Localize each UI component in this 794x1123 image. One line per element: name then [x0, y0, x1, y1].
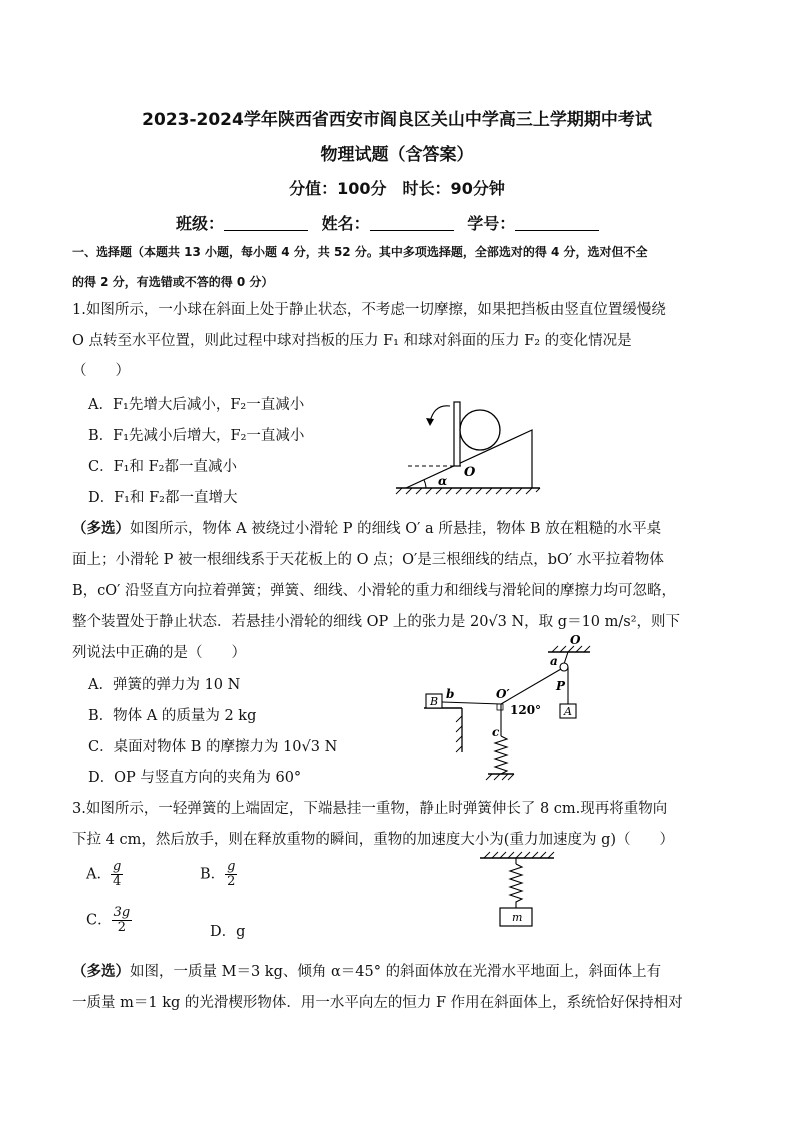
q4-tag: （多选）	[72, 963, 130, 980]
q1-o-label: O	[464, 465, 476, 480]
q2-a-label: a	[550, 654, 558, 668]
q3-option-c-label: C．	[86, 912, 112, 929]
q1-arrow-head	[426, 418, 434, 426]
q1-alpha-label: α	[438, 474, 448, 488]
q1-ground-hatch	[396, 488, 540, 494]
q2-text-line2: 面上；小滑轮 P 被一根细线系于天花板上的 O 点；O′是三根细线的结点，bO′ 水平拉着物体	[72, 552, 664, 568]
q3-spring	[510, 864, 522, 908]
q2-option-d[interactable]: D．OP 与竖直方向的夹角为 60°	[88, 770, 302, 786]
q3-option-b-den: 2	[227, 874, 236, 889]
q1-text-line1: 1.如图所示，一小球在斜面上处于静止状态，不考虑一切摩擦，如果把挡板由竖直位置缓慢绕	[72, 302, 666, 318]
class-label: 班级：	[176, 214, 225, 233]
q2-rope-oprime-a	[501, 669, 561, 704]
id-label: 学号：	[467, 214, 516, 233]
section-heading-line2: 的得 2 分，有选错或不答的得 0 分）	[72, 275, 274, 289]
q3-option-b[interactable]	[200, 860, 237, 889]
class-field[interactable]	[224, 216, 308, 231]
q2-right-angle	[497, 704, 503, 710]
q2-text-line4: 整个装置处于静止状态．若悬挂小滑轮的细线 OP 上的张力是 20√3 N，取 g＝10 m/s²，则下	[72, 614, 681, 630]
id-field[interactable]	[515, 216, 599, 231]
q2-text-line5: 列说法中正确的是（ ）	[72, 645, 246, 661]
student-info-row	[176, 211, 607, 234]
q3-option-c[interactable]	[86, 906, 132, 935]
q2-line1-body: 如图所示，物体 A 被绕过小滑轮 P 的细线 O′ a 所悬挂，物体 B 放在粗糙的水平桌	[130, 521, 662, 537]
q3-option-b-num: g	[227, 859, 236, 874]
q3-option-c-den: 2	[117, 920, 127, 935]
q1-figure	[394, 392, 544, 496]
q3-option-b-fraction	[225, 860, 237, 889]
q2-option-a[interactable]: A．弹簧的弹力为 10 N	[88, 677, 241, 693]
q1-text-line3: （ ）	[72, 363, 130, 379]
q2-spring	[495, 736, 507, 774]
q2-angle-label: 120°	[510, 703, 542, 717]
q3-option-d[interactable]: D．g	[210, 924, 246, 940]
q3-option-a-num: g	[112, 859, 122, 874]
q2-option-b[interactable]: B．物体 A 的质量为 2 kg	[88, 708, 257, 724]
q2-c-label: c	[492, 725, 500, 739]
q2-option-c[interactable]: C．桌面对物体 B 的摩擦力为 10√3 N	[88, 739, 338, 755]
q2-oprime-label: O′	[496, 687, 510, 701]
q3-option-a-label: A．	[86, 866, 111, 883]
score-info: 分值：100分 时长：90分钟	[289, 179, 505, 198]
q3-text-line2: 下拉 4 cm，然后放手，则在释放重物的瞬间，重物的加速度大小为(重力加速度为 g)（ ）	[72, 832, 675, 848]
q2-o-label: O	[570, 633, 581, 647]
q3-option-a-den: 4	[113, 874, 122, 889]
q4-text-line1	[72, 960, 661, 981]
section-heading-line1: 一、选择题（本题共 13 小题，每小题 4 分，共 52 分。其中多项选择题，全部选对的得 4 分，选对但不全	[72, 245, 648, 259]
name-field[interactable]	[370, 216, 454, 231]
q1-option-d[interactable]: D．F₁和 F₂都一直增大	[88, 490, 238, 506]
q2-figure	[406, 632, 606, 792]
q1-text-line2: O 点转至水平位置，则此过程中球对挡板的压力 F₁ 和球对斜面的压力 F₂ 的变化情况是	[72, 333, 632, 349]
q2-op-line	[564, 652, 568, 664]
q2-b-label: b	[446, 687, 455, 701]
q2-pulley	[560, 663, 568, 671]
q4-line1-body: 如图，一质量 M＝3 kg、倾角 α＝45° 的斜面体放在光滑水平地面上，斜面体上有	[130, 964, 662, 980]
q3-text-line1: 3.如图所示，一轻弹簧的上端固定，下端悬挂一重物，静止时弹簧伸长了 8 cm.现再将重物向	[72, 801, 668, 817]
q3-figure	[478, 850, 560, 934]
q3-option-a-fraction	[111, 860, 123, 889]
name-label: 姓名：	[321, 214, 370, 233]
q2-tag: （多选）	[72, 520, 130, 537]
q2-p-label: P	[556, 679, 566, 693]
q3-ceiling-hatch	[484, 852, 554, 858]
exam-subtitle: 物理试题（含答案）	[320, 145, 474, 165]
q1-option-c[interactable]: C．F₁和 F₂都一直减小	[88, 459, 237, 475]
q2-rope-b	[442, 702, 501, 704]
q2-text-line3: B，cO′ 沿竖直方向拉着弹簧；弹簧、细线、小滑轮的重力和细线与滑轮间的摩擦力均可忽略，	[72, 583, 677, 599]
q3-option-a[interactable]	[86, 860, 123, 889]
q3-option-c-fraction	[112, 906, 133, 935]
q1-baffle	[454, 402, 460, 466]
q3-mass-label: m	[512, 911, 523, 924]
q3-option-b-label: B．	[200, 866, 226, 883]
q2-text-line1	[72, 517, 661, 538]
q2-table-hatch	[456, 716, 462, 752]
q1-ball	[460, 410, 500, 450]
q2-block-b-label: B	[430, 695, 439, 708]
q1-angle-arc	[424, 480, 426, 488]
q1-option-a[interactable]: A．F₁先增大后减小，F₂一直减小	[88, 397, 305, 413]
q2-floor-hatch	[486, 774, 514, 780]
q3-option-c-num: 3g	[113, 905, 131, 920]
q1-option-b[interactable]: B．F₁先减小后增大，F₂一直减小	[88, 428, 305, 444]
exam-title: 2023-2024学年陕西省西安市阎良区关山中学高三上学期期中考试	[142, 110, 652, 130]
q2-block-a-label: A	[564, 705, 572, 718]
q4-text-line2: 一质量 m＝1 kg 的光滑楔形物体．用一水平向左的恒力 F 作用在斜面体上，系统恰好保持相对	[72, 995, 683, 1011]
